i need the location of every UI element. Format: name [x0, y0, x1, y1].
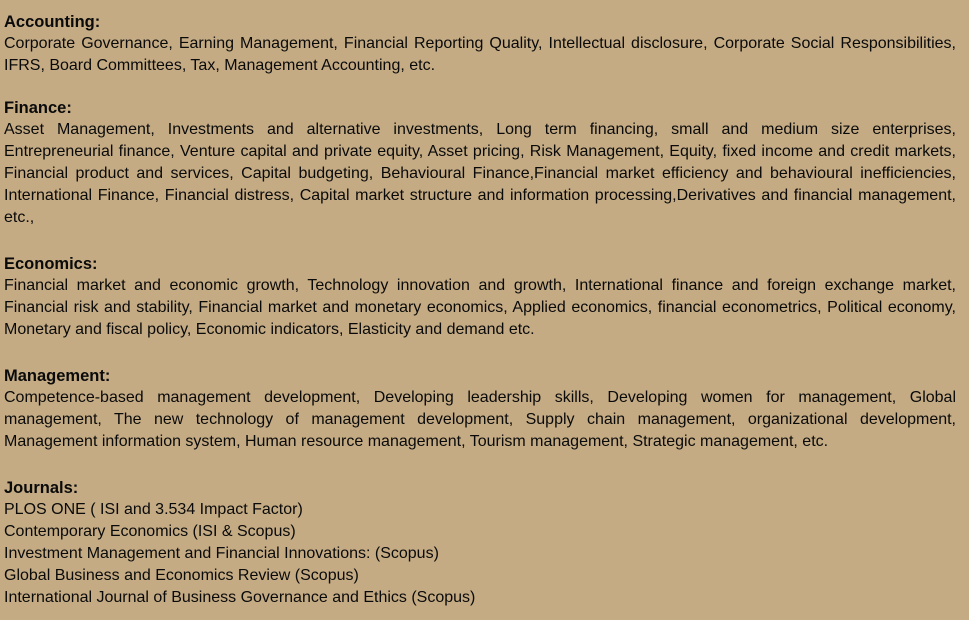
- journal-item: Contemporary Economics (ISI & Scopus): [4, 523, 296, 540]
- section-spacer: [4, 229, 956, 253]
- management-section: [4, 365, 956, 453]
- section-spacer: [4, 453, 956, 477]
- finance-section: [4, 97, 956, 229]
- accounting-topics: Corporate Governance, Earning Management, Financial Reporting Quality, Intellectual disclosure, Corporate Social Responsibilities, IFRS, Board Committees, Tax, Management Accounting, etc.: [4, 35, 956, 74]
- economics-section: [4, 253, 956, 341]
- section-spacer: [4, 77, 956, 97]
- journal-item: International Journal of Business Governance and Ethics (Scopus): [4, 589, 476, 606]
- economics-heading: Economics:: [4, 255, 98, 273]
- management-heading: Management:: [4, 367, 111, 385]
- section-spacer: [4, 341, 956, 365]
- accounting-heading: Accounting:: [4, 13, 101, 31]
- journal-list: [4, 499, 956, 609]
- journal-item: PLOS ONE ( ISI and 3.534 Impact Factor): [4, 501, 303, 518]
- journal-item: Investment Management and Financial Innovations: (Scopus): [4, 545, 439, 562]
- management-topics: Competence-based management development, Developing leadership skills, Developing women for management, Global management, The new technology of management development, Supply chain management, organizational development, Management information system, Human resource management, Tourism management, Strategic management, etc.: [4, 389, 956, 450]
- journal-item: Global Business and Economics Review (Scopus): [4, 567, 359, 584]
- journals-heading: Journals:: [4, 479, 79, 497]
- finance-heading: Finance:: [4, 99, 72, 117]
- journals-section: [4, 477, 956, 609]
- finance-topics: Asset Management, Investments and alternative investments, Long term financing, small and medium size enterprises, Entrepreneurial finance, Venture capital and private equity, Asset pricing, Risk Management, Equity, fixed income and credit markets, Financial product and services, Capital budgeting, Behavioural Finance,Financial market efficiency and behavioural inefficiencies, International Finance, Financial distress, Capital market structure and information processing,Derivatives and financial management, etc.,: [4, 121, 956, 226]
- accounting-section: [4, 11, 956, 77]
- economics-topics: Financial market and economic growth, Technology innovation and growth, International finance and foreign exchange market, Financial risk and stability, Financial market and monetary economics, Applied economics, financial econometrics, Political economy, Monetary and fiscal policy, Economic indicators, Elasticity and demand etc.: [4, 277, 956, 338]
